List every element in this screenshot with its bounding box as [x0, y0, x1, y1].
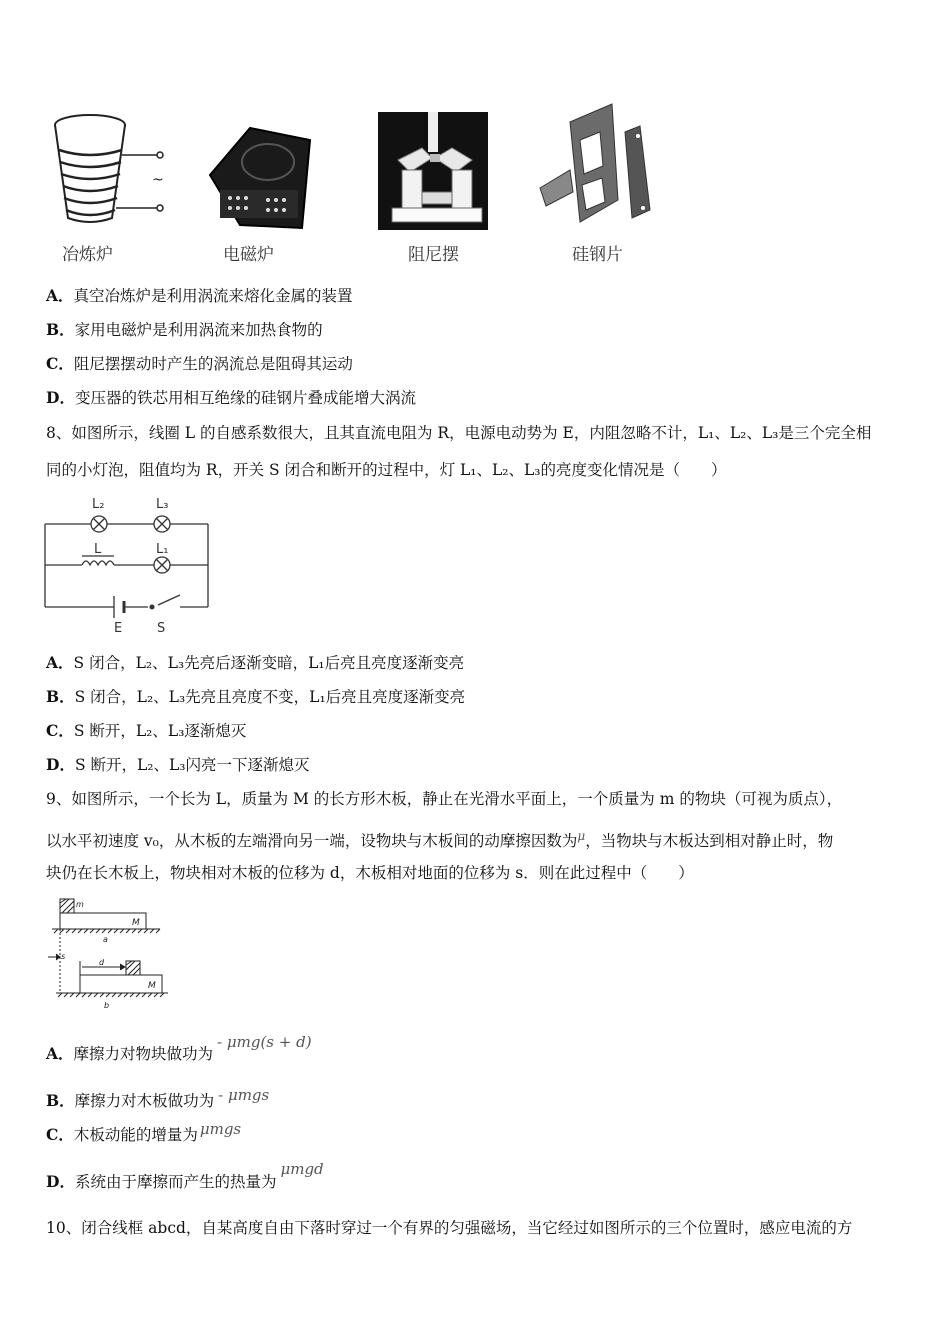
option-text: S 断开，L₂、L₃闪亮一下逐渐熄灭: [74, 756, 310, 774]
q9-option-b[interactable]: [46, 1086, 270, 1111]
silicon-steel-image: [540, 104, 650, 222]
option-formula: μmgd: [280, 1160, 324, 1178]
q9-board-diagram: [40, 895, 180, 1015]
option-letter: D．: [46, 755, 75, 774]
q9-option-c[interactable]: [46, 1120, 242, 1145]
smelting-furnace-image: [55, 115, 164, 222]
caption-smelting-furnace: 冶炼炉: [62, 245, 113, 265]
option-text: S 闭合，L₂、L₃先亮且亮度不变，L₁后亮且亮度逐渐变亮: [74, 688, 466, 706]
inductor-icon: [82, 556, 114, 565]
label-M-b: M: [148, 981, 156, 991]
damping-pendulum-image: [378, 112, 488, 230]
label-l: L: [94, 542, 102, 557]
option-letter: C．: [46, 1125, 74, 1144]
svg-text:~: ~: [152, 172, 164, 188]
lamp-l2-icon: [91, 516, 107, 532]
q8-circuit-diagram: [40, 492, 220, 640]
q8-stem-line-1: 8、如图所示，线圈 L 的自感系数很大，且其直流电阻为 R，电源电动势为 E，内阻忽略不计，L₁、L₂、L₃是三个完全相: [46, 424, 872, 442]
label-l3: L₃: [156, 497, 169, 512]
option-letter: B．: [46, 320, 75, 339]
option-text: 阻尼摆摆动时产生的涡流总是阻碍其运动: [73, 355, 353, 373]
option-letter: C．: [46, 354, 74, 373]
option-letter: A．: [46, 286, 74, 305]
option-letter: A．: [46, 1044, 74, 1063]
q8-option-d[interactable]: [46, 755, 310, 775]
label-a: a: [103, 935, 108, 944]
q9-stem-line-1: 9、如图所示，一个长为 L，质量为 M 的长方形木板，静止在光滑水平面上，一个质量为 m 的物块（可视为质点），: [46, 790, 843, 808]
option-letter: B．: [46, 1091, 75, 1110]
q9-stem-line-3: 块仍在长木板上，物块相对木板的位移为 d，木板相对地面的位移为 s．则在此过程中（ ）: [46, 864, 694, 882]
q9-stem-line-2a: 以水平初速度 v₀，从木板的左端滑向另一端，设物块与木板间的动摩擦因数为: [46, 832, 578, 850]
option-text: 系统由于摩擦而产生的热量为: [74, 1173, 277, 1191]
q7-option-b[interactable]: [46, 320, 323, 340]
option-text: 变压器的铁芯用相互绝缘的硅钢片叠成能增大涡流: [74, 389, 416, 407]
switch-icon: [150, 605, 155, 610]
option-letter: D．: [46, 388, 75, 407]
label-l2: L₂: [92, 497, 105, 512]
label-M-a: M: [132, 918, 140, 928]
option-text: 摩擦力对木板做功为: [74, 1092, 215, 1110]
q8-option-a[interactable]: [46, 653, 464, 673]
option-formula: μmgs: [199, 1120, 242, 1138]
option-text: S 闭合，L₂、L₃先亮后逐渐变暗，L₁后亮且亮度逐渐变亮: [73, 654, 465, 672]
q7-option-d[interactable]: [46, 388, 416, 408]
q9-stem-line-2: [46, 826, 833, 851]
battery-icon: [114, 596, 124, 618]
caption-silicon-steel: 硅钢片: [572, 245, 623, 265]
option-text: 木板动能的增量为: [73, 1126, 198, 1144]
label-m: m: [76, 900, 84, 909]
label-s: s: [61, 952, 66, 961]
option-text: S 断开，L₂、L₃逐渐熄灭: [73, 722, 247, 740]
figure-q7: [40, 100, 680, 270]
option-text: 真空冶炼炉是利用涡流来熔化金属的装置: [73, 287, 353, 305]
caption-damping-pendulum: 阻尼摆: [408, 245, 459, 265]
q7-option-c[interactable]: [46, 354, 353, 374]
option-letter: C．: [46, 721, 74, 740]
option-text: 家用电磁炉是利用涡流来加热食物的: [74, 321, 323, 339]
label-l1: L₁: [156, 542, 169, 557]
q9-option-d[interactable]: [46, 1160, 324, 1192]
option-letter: B．: [46, 687, 75, 706]
q10-stem-line-1: 10、闭合线框 abcd，自某高度自由下落时穿过一个有界的匀强磁场，当它经过如图所示的三个位置时，感应电流的方: [46, 1219, 853, 1237]
q8-stem-line-2: 同的小灯泡，阻值均为 R，开关 S 闭合和断开的过程中，灯 L₁、L₂、L₃的亮度变化情况是（ ）: [46, 461, 727, 479]
board-svg: [40, 895, 180, 1015]
q8-option-c[interactable]: [46, 721, 246, 741]
q8-option-b[interactable]: [46, 687, 465, 707]
label-d: d: [99, 958, 105, 967]
label-s: S: [157, 621, 166, 636]
mu-symbol: μ: [577, 829, 586, 843]
label-b: b: [104, 1001, 110, 1010]
circuit-svg: [40, 492, 220, 640]
lamp-l3-icon: [154, 516, 170, 532]
label-e: E: [114, 621, 123, 636]
option-letter: A．: [46, 653, 74, 672]
option-text: 摩擦力对物块做功为: [73, 1045, 214, 1063]
option-letter: D．: [46, 1172, 75, 1191]
lamp-l1-icon: [154, 557, 170, 573]
option-formula: - μmgs: [218, 1086, 270, 1104]
q9-option-a[interactable]: [46, 1033, 312, 1064]
option-formula: - μmg(s + d): [217, 1033, 312, 1051]
q9-stem-line-2b: ，当物块与木板达到相对静止时，物: [585, 832, 834, 850]
caption-induction-cooker: 电磁炉: [223, 245, 274, 265]
induction-cooker-image: [210, 128, 310, 228]
q7-option-a[interactable]: [46, 286, 353, 306]
